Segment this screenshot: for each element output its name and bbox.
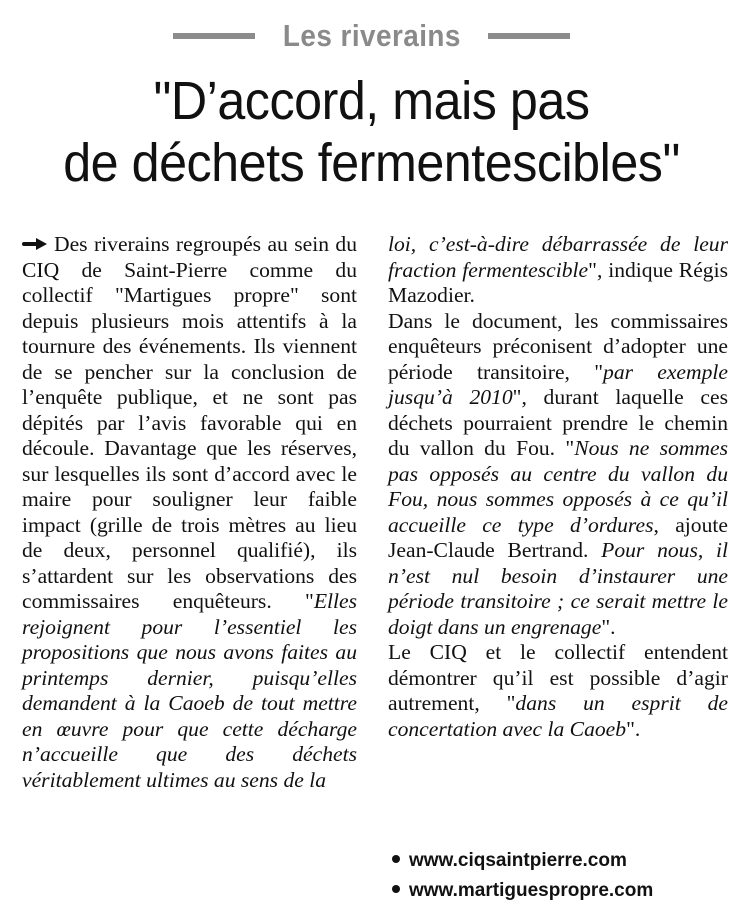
right-text-2b: ", durant laquelle ces déchets pourraient prendre le chemin du vallon du Fou. " (388, 385, 728, 460)
martigues-propre-website-link[interactable]: www.martiguespropre.com (409, 880, 654, 901)
right-quote-2b: Nous ne sommes pas opposés au centre du vallon du Fou, nous sommes opposés à ce qu’il accueille ce type d’ordures (388, 436, 728, 537)
headline-line-1: "D’accord, mais pas (153, 71, 590, 131)
section-kicker (0, 18, 743, 54)
kicker-rule-right (488, 33, 570, 39)
right-quote-2c: Pour nous, il n’est nul besoin d’instaurer une période transitoire ; ce serait mettre le doigt dans un engrenage (388, 538, 728, 639)
article-headline (26, 70, 717, 194)
website-links (392, 846, 653, 906)
right-paragraph-2 (388, 309, 728, 641)
link-item-1 (392, 846, 653, 876)
right-column (388, 232, 728, 742)
right-quote-2a: par exemple jusqu’à 2010 (388, 359, 728, 409)
right-text-3a: Le CIQ et le collectif entendent démontrer qu’il est possible d’agir autrement, " (388, 640, 728, 715)
headline-line-2: de déchets fermentescibles" (63, 133, 680, 193)
right-paragraph-3 (388, 640, 728, 742)
left-quote: Elles rejoignent pour l’essentiel les propositions que nous avons faites au printemps dernier, puisqu’elles demandent à la Caoeb de tout mettre en œuvre pour que cette décharge n’accueille que des déchets véritablement ultimes au sens de la (22, 589, 357, 792)
bullet-icon (392, 885, 400, 893)
right-paragraph-1 (388, 232, 728, 309)
ciq-website-link[interactable]: www.ciqsaintpierre.com (409, 850, 627, 871)
right-text-2a: Dans le document, les commissaires enquêteurs préconisent d’adopter une période transitoire, " (388, 308, 728, 384)
right-text-3b: ". (626, 716, 641, 741)
right-text-2d: ". (601, 614, 616, 639)
kicker-label: Les riverains (282, 18, 461, 53)
right-text-2c: , ajoute Jean-Claude Bertrand. (388, 512, 728, 562)
left-paragraph-1 (22, 232, 357, 793)
link-item-2 (392, 876, 653, 906)
right-text-1: ", indique Régis Mazodier. (388, 257, 728, 307)
kicker-rule-left (173, 33, 255, 39)
left-column (22, 232, 357, 793)
arrow-right-icon (22, 238, 48, 250)
bullet-icon (392, 855, 400, 863)
left-paragraph-text: Des riverains regroupés au sein du CIQ de Saint-Pierre comme du collectif "Martigues propre" sont depuis plusieurs mois attentifs à la tournure des événements. Ils viennent de se pencher sur la conclusion de l’enquête publique, et ne sont pas dépités par l’avis favorable qui en découle. Davantage que les réserves, sur lesquelles ils sont d’accord avec le maire pour souligner leur faible impact (grille de trois mètres au lieu de deux, personnel qualifié), ils s’attardent sur les observations des commissaires enquêteurs. " (22, 232, 357, 613)
right-quote-1: loi, c’est-à-dire débarrassée de leur fraction fermentescible (388, 232, 728, 282)
right-quote-3: dans un esprit de concertation avec la Caoeb (388, 691, 728, 741)
